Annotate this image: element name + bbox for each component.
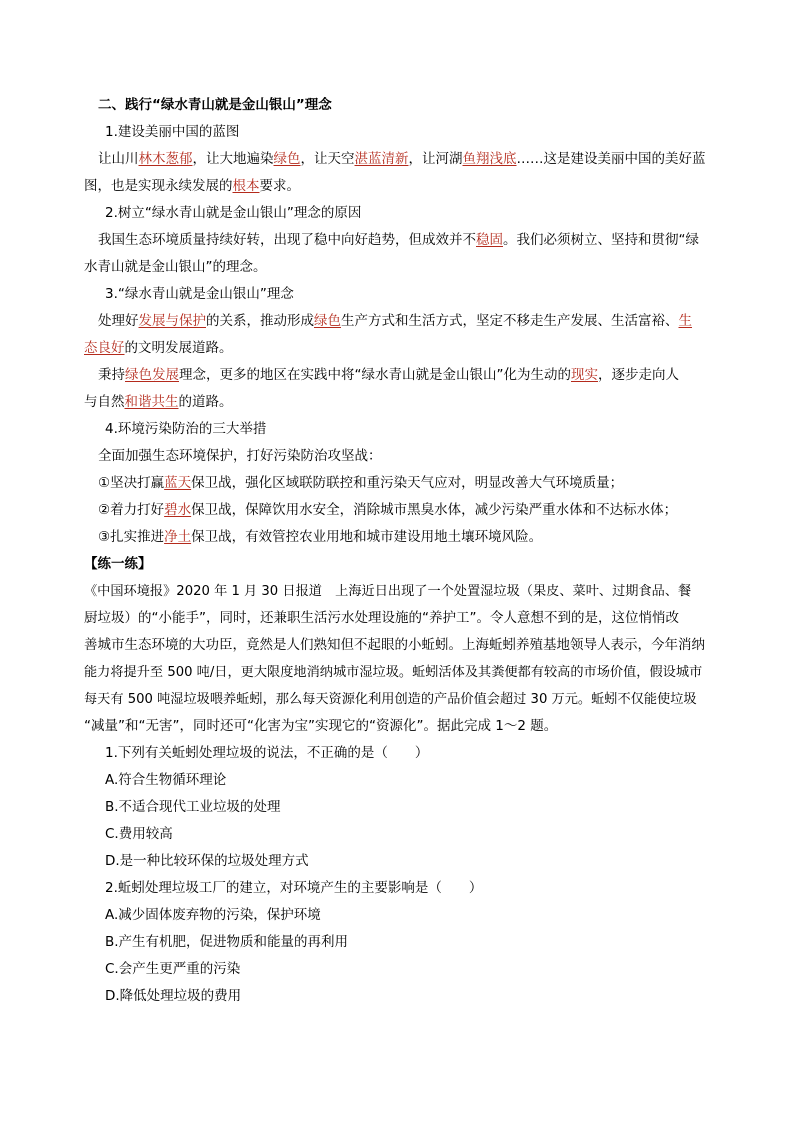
text-run: ，让河湖: [408, 151, 463, 167]
section-heading: 二、践行“绿水青山就是金山银山”理念: [98, 97, 332, 113]
keyword: 蓝天: [164, 475, 192, 491]
text-run: 的关系，推动形成: [206, 313, 314, 329]
text-run: 保卫战，有效管控农业用地和城市建设用地土壤环境风险。: [191, 529, 543, 545]
item-2-line-2: 水青山就是金山银山”的理念。: [84, 259, 267, 275]
keyword: 绿色: [314, 313, 341, 329]
keyword: 和谐共生: [124, 394, 179, 410]
item-1-title: 1.建设美丽中国的蓝图: [105, 124, 240, 140]
keyword: 绿色: [273, 151, 301, 167]
text-run: 的文明发展道路。: [124, 340, 233, 356]
question-1-option-c: C.费用较高: [105, 826, 173, 842]
question-1-option-a: A.符合生物循环理论: [105, 772, 227, 788]
text-run: 保卫战，保障饮用水安全，消除城市黑臭水体，减少污染严重水体和不达标水体；: [191, 502, 678, 518]
text-run: 与自然: [84, 394, 125, 410]
question-2-option-c: C.会产生更严重的污染: [105, 961, 241, 977]
passage-line-3: 善城市生态环境的大功臣，竟然是人们熟知但不起眼的小蚯蚓。上海蚯蚓养殖基地领导人表示，今年消纳: [84, 637, 705, 653]
question-1-stem: 1.下列有关蚯蚓处理垃圾的说法，不正确的是（ ）: [105, 745, 429, 761]
question-2-stem: 2.蚯蚓处理垃圾工厂的建立，对环境产生的主要影响是（ ）: [105, 880, 483, 896]
keyword: 林木葱郁: [138, 151, 193, 167]
keyword: 净土: [164, 529, 192, 545]
passage-line-1: 《中国环境报》2020 年 1 月 30 日报道 上海近日出现了一个处置湿垃圾（果皮、菜叶、过期食品、餐: [84, 584, 692, 599]
keyword: 生: [678, 313, 692, 329]
text-run: ，让天空: [300, 151, 355, 167]
item-3-line-1: [98, 308, 730, 335]
item-2-title: 2.树立“绿水青山就是金山银山”理念的原因: [105, 205, 362, 221]
keyword: 发展与保护: [138, 313, 206, 329]
item-4-intro: 全面加强生态环境保护，打好污染防治攻坚战：: [98, 448, 382, 464]
question-1-option-b: B.不适合现代工业垃圾的处理: [105, 799, 281, 815]
text-run: ①坚决打赢: [98, 475, 165, 491]
text-run: 我国生态环境质量持续好转，出现了稳中向好趋势，但成效并不: [98, 232, 476, 248]
text-run: 。我们必须树立、坚持和贯彻“绿: [503, 232, 699, 248]
text-run: 理念，更多的地区在实践中将“绿水青山就是金山银山”化为生动的: [179, 367, 571, 383]
item-3-line-4: [84, 389, 730, 416]
item-3-line-2: [84, 335, 730, 362]
item-3-line-3: [98, 362, 730, 389]
measure-2: [98, 497, 730, 524]
text-run: 生产方式和生活方式，坚定不移走生产发展、生活富裕、: [341, 313, 679, 329]
passage-line-6: “减量”和“无害”，同时还可“化害为宝”实现它的“资源化”。据此完成 1～2 题。: [84, 718, 558, 734]
question-2-option-d: D.降低处理垃圾的费用: [105, 988, 242, 1004]
text-run: ，逐步走向人: [598, 367, 679, 383]
text-run: 的道路。: [178, 394, 233, 410]
keyword: 根本: [232, 178, 260, 194]
measure-3: [98, 524, 730, 551]
passage-line-5: 每天有 500 吨湿垃圾喂养蚯蚓，那么每天资源化利用创造的产品价值会超过 30 万元。蚯蚓不仅能使垃圾: [84, 692, 697, 707]
text-run: ③扎实推进: [98, 529, 165, 545]
text-run: 保卫战，强化区域联防联控和重污染天气应对，明显改善大气环境质量；: [191, 475, 624, 491]
passage-line-4: 能力将提升至 500 吨/日，更大限度地消纳城市湿垃圾。蚯蚓活体及其粪便都有较高的市场价值，假设城市: [84, 665, 703, 680]
item-4-title: 4.环境污染防治的三大举措: [105, 421, 267, 437]
keyword: 绿色发展: [125, 367, 179, 383]
text-run: 秉持: [98, 367, 125, 383]
keyword: 稳固: [476, 232, 503, 248]
item-1-line-2: [84, 173, 730, 200]
item-2-line-1: [98, 227, 730, 254]
question-2-option-a: A.减少固体废弃物的污染，保护环境: [105, 907, 321, 923]
text-run: 让山川: [98, 151, 139, 167]
document-content: [84, 92, 730, 1010]
text-run: 要求。: [259, 178, 300, 194]
text-run: 图，也是实现永续发展的: [84, 178, 233, 194]
text-run: ，让大地遍染: [192, 151, 274, 167]
text-run: ②着力打好: [98, 502, 165, 518]
keyword: 态良好: [84, 340, 125, 356]
keyword: 鱼翔浅底: [462, 151, 517, 167]
question-2-option-b: B.产生有机肥，促进物质和能量的再利用: [105, 934, 349, 950]
keyword: 湛蓝清新: [354, 151, 409, 167]
text-run: 处理好: [98, 313, 139, 329]
text-run: ……这是建设美丽中国的美好蓝: [516, 151, 706, 167]
keyword: 现实: [571, 367, 598, 383]
question-1-option-d: D.是一种比较环保的垃圾处理方式: [105, 853, 309, 869]
item-1-line-1: [98, 146, 730, 173]
keyword: 碧水: [164, 502, 192, 518]
practice-label: 【练一练】: [84, 556, 152, 572]
item-3-title: 3.“绿水青山就是金山银山”理念: [105, 286, 294, 302]
passage-line-2: 厨垃圾）的“小能手”，同时，还兼职生活污水处理设施的“养护工”。令人意想不到的是，这位悄悄改: [84, 610, 679, 626]
measure-1: [98, 470, 730, 497]
